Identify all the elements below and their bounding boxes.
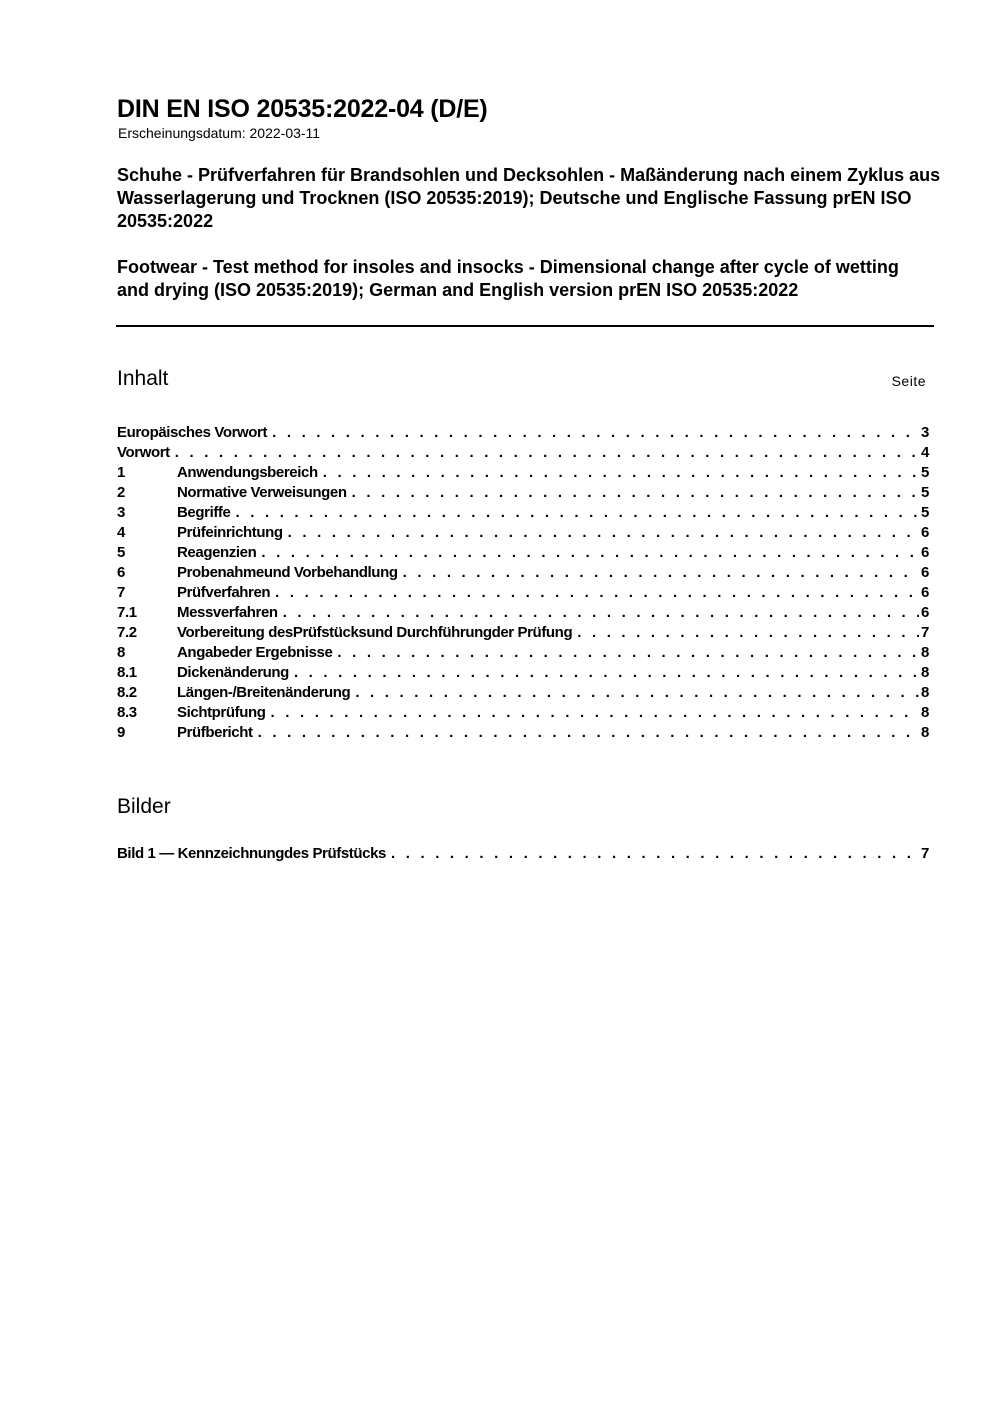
publication-date: Erscheinungsdatum: 2022-03-11 xyxy=(118,125,321,141)
toc-entry-page: 6 xyxy=(921,564,929,581)
toc-entry-number: 6 xyxy=(117,564,125,581)
toc-entry[interactable] xyxy=(117,584,929,604)
toc-entry[interactable] xyxy=(117,704,929,724)
toc-entry-page: 8 xyxy=(921,724,929,741)
toc-entry[interactable] xyxy=(117,724,929,744)
toc-entry-title: Dickenänderung xyxy=(177,664,289,681)
document-id: DIN EN ISO 20535:2022-04 (D/E) xyxy=(117,95,488,123)
toc-entry[interactable] xyxy=(117,604,929,624)
toc-dot-leader xyxy=(235,504,919,521)
toc-entry-title: Probenahmeund Vorbehandlung xyxy=(177,564,398,581)
figure-dot-leader xyxy=(391,845,919,862)
title-german: Schuhe - Prüfverfahren für Brandsohlen und Decksohlen - Maßänderung nach einem Zyklus aus Wasserlagerung und Trocknen (ISO 20535:2019); Deutsche und Englische Fassung prEN ISO 20535:2022 xyxy=(117,165,941,231)
toc-entry-page: 5 xyxy=(921,464,929,481)
toc-dot-leader xyxy=(283,604,919,621)
toc-entry-number: 7.1 xyxy=(117,604,137,621)
toc-page-column-label: Seite xyxy=(891,373,926,389)
toc-entry-number: 7.2 xyxy=(117,624,137,641)
toc-entry-title: Vorwort xyxy=(117,444,170,461)
figures-list xyxy=(117,845,929,865)
toc-entry[interactable] xyxy=(117,664,929,684)
toc-entry-page: 7 xyxy=(921,624,929,641)
toc-dot-leader xyxy=(271,704,920,721)
figure-entry-page: 7 xyxy=(921,845,929,862)
toc-entry-page: 5 xyxy=(921,484,929,501)
toc-entry-title: Längen-/Breitenänderung xyxy=(177,684,351,701)
toc-dot-leader xyxy=(577,624,919,641)
toc-entry-number: 1 xyxy=(117,464,125,481)
toc-entry-page: 6 xyxy=(921,604,929,621)
toc-entry-page: 8 xyxy=(921,644,929,661)
toc-dot-leader xyxy=(272,424,919,441)
figures-heading: Bilder xyxy=(117,795,171,818)
toc-entry-title: Anwendungsbereich xyxy=(177,464,318,481)
toc-dot-leader xyxy=(261,544,919,561)
toc-entry[interactable] xyxy=(117,464,929,484)
toc-entry-title: Reagenzien xyxy=(177,544,257,561)
toc-entry[interactable] xyxy=(117,684,929,704)
toc-entry[interactable] xyxy=(117,644,929,664)
toc-entry-page: 6 xyxy=(921,524,929,541)
toc-dot-leader xyxy=(294,664,919,681)
toc-entry-number: 7 xyxy=(117,584,125,601)
figure-entry-title: Bild 1 — Kennzeichnungdes Prüfstücks xyxy=(117,845,386,862)
toc-entry-title: Begriffe xyxy=(177,504,231,521)
toc-entry-page: 8 xyxy=(921,684,929,701)
toc-dot-leader xyxy=(403,564,919,581)
toc-entry-number: 3 xyxy=(117,504,125,521)
title-divider xyxy=(116,325,934,327)
toc-entry-number: 8.2 xyxy=(117,684,137,701)
toc-entry-title: Europäisches Vorwort xyxy=(117,424,268,441)
toc-entry-number: 4 xyxy=(117,524,125,541)
toc-entry-page: 6 xyxy=(921,584,929,601)
toc-entry-number: 5 xyxy=(117,544,125,561)
toc-entry-page: 4 xyxy=(921,444,929,461)
toc-entry-page: 8 xyxy=(921,704,929,721)
toc-entry-page: 3 xyxy=(921,424,929,441)
toc-entry-number: 8.3 xyxy=(117,704,137,721)
toc-entry[interactable] xyxy=(117,504,929,524)
toc-dot-leader xyxy=(337,644,919,661)
toc-entry-title: Prüfbericht xyxy=(177,724,253,741)
toc-dot-leader xyxy=(352,484,919,501)
toc-entry[interactable] xyxy=(117,624,929,644)
toc-entry-number: 2 xyxy=(117,484,125,501)
toc-entry-title: Sichtprüfung xyxy=(177,704,266,721)
toc-entry-number: 9 xyxy=(117,724,125,741)
toc-dot-leader xyxy=(258,724,919,741)
toc-dot-leader xyxy=(355,684,919,701)
toc-entry-page: 6 xyxy=(921,544,929,561)
toc-entry[interactable] xyxy=(117,564,929,584)
toc-dot-leader xyxy=(175,444,919,461)
toc-entry[interactable] xyxy=(117,544,929,564)
figure-entry[interactable] xyxy=(117,845,929,865)
toc-entry-number: 8.1 xyxy=(117,664,137,681)
toc-entry[interactable] xyxy=(117,424,929,444)
toc-entry-title: Messverfahren xyxy=(177,604,278,621)
toc-heading: Inhalt xyxy=(117,367,169,390)
toc-list xyxy=(117,424,929,744)
toc-dot-leader xyxy=(275,584,919,601)
toc-entry-title: Angabeder Ergebnisse xyxy=(177,644,333,661)
toc-entry-title: Prüfeinrichtung xyxy=(177,524,283,541)
toc-entry-title: Vorbereitung desPrüfstücksund Durchführungder Prüfung xyxy=(177,624,573,641)
toc-entry[interactable] xyxy=(117,444,929,464)
toc-entry-page: 5 xyxy=(921,504,929,521)
toc-entry-number: 8 xyxy=(117,644,125,661)
toc-dot-leader xyxy=(288,524,919,541)
title-english: Footwear - Test method for insoles and insocks - Dimensional change after cycle of wetting and drying (ISO 20535:2019); German and English version prEN ISO 20535:2022 xyxy=(117,257,899,300)
toc-dot-leader xyxy=(323,464,919,481)
toc-entry-title: Normative Verweisungen xyxy=(177,484,347,501)
toc-entry[interactable] xyxy=(117,524,929,544)
toc-entry-title: Prüfverfahren xyxy=(177,584,271,601)
toc-entry-page: 8 xyxy=(921,664,929,681)
toc-entry[interactable] xyxy=(117,484,929,504)
